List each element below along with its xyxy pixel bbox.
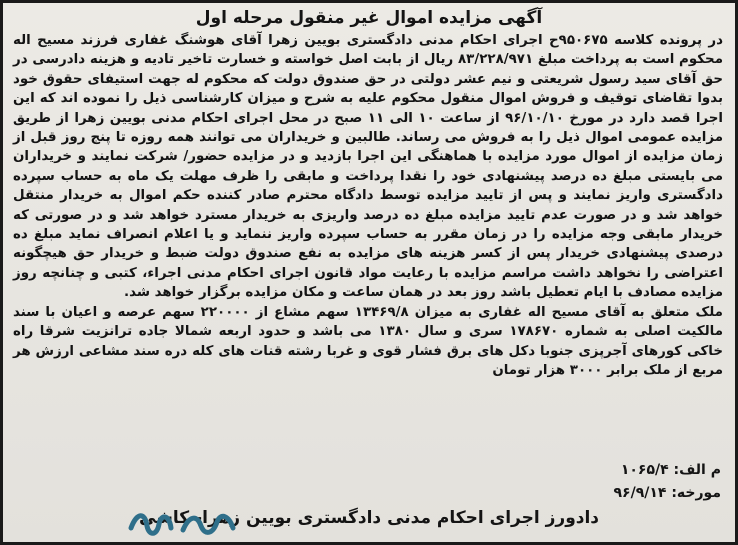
- reference-label: م الف:: [673, 462, 721, 478]
- date-value: ۹۶/۹/۱۴: [613, 485, 667, 501]
- reference-line: [621, 460, 721, 480]
- reference-number: ۱۰۶۵/۴: [620, 462, 669, 478]
- notice-title: آگهی مزایده اموال غیر منقول مرحله اول: [195, 8, 543, 28]
- handwritten-stamp-mark: [123, 498, 243, 542]
- date-label: مورخه:: [671, 485, 721, 501]
- notice-paragraph-main: در پرونده کلاسه ۹۵۰۶۷۵ح اجرای احکام مدنی دادگستری بویین زهرا آقای هوشنگ غفاری فرزند مسیح اله محکوم است به پرداخت مبلغ ۸۳/۲۲۸/۹۷۱ ریال از بابت اصل خواسته و خسارت تاخیر تادیه و هزینه دادرسی در حق آقای سید رسول شریعتی و نیم عشر دولتی در حق صندوق دولت که محکوم له جهت استیفای حقوق خود بدوا تقاضای توقیف و فروش اموال منقول محکوم علیه به شرح و میزان کارشناسی ذیل را نموده اند که این اجرا قصد دارد در مورخ ۹۶/۱۰/۱۰ از ساعت ۱۰ الی ۱۱ صبح در محل اجرای احکام مدنی بویین زهرا از طریق مزایده عمومی اموال ذیل را به فروش می رساند. طالبین و خریداران می توانند همه روزه تا پنج روز قبل از زمان مزایده از اموال مورد مزایده با هماهنگی این اجرا بازدید و در مزایده حضور/ شرکت نمایند و خریداران می بایستی مبلغ ده درصد پیشنهادی خود را نقدا پرداخت و مابقی را ظرف مهلت یک ماه به حساب سپرده دادگستری واریز نمایند و پس از تایید مزایده توسط دادگاه محترم صادر کننده حکم اموال به خریدار منتقل خواهد شد و در صورت عدم تایید مزایده مبلغ ده درصد واریزی به خریدار مسترد خواهد شد و در صورتی که خریدار مابقی وجه مزایده را در زمان مقرر به حساب سپرده واریز ننماید و یا اعلام انصراف نماید مبلغ ده درصدی پیشنهادی خریدار پس از کسر هزینه های مزایده به نفع صندوق دولت ضبط و خریدار حق هیچگونه اعتراضی را نخواهد داشت مراسم مزایده با رعایت مواد قانون اجرای احکام مدنی اجراء، کتبی و چنانچه روز مزایده مصادف با ایام تعطیل باشد روز بعد در همان ساعت و مکان مزایده برگزار خواهد شد.: [13, 33, 723, 301]
- notice-body: [13, 31, 723, 380]
- date-line: [613, 483, 721, 503]
- signature-line: دادورز اجرای احکام مدنی دادگستری بویین زهرا- کاشی: [138, 508, 600, 528]
- notice-paragraph-property: ملک متعلق به آقای مسیح اله غفاری به میزان ۱۳۴۶۹/۸ سهم مشاع از ۲۲۰۰۰۰ سهم عرصه و اعیان با سند مالکیت اصلی به شماره ۱۷۸۶۷۰ سری و سال ۱۳۸۰ می باشد و حدود اربعه شمالا جاده ترانزیت شرقا راه خاکی کورهای آجرپزی جنوبا دکل های برق فشار قوی و غربا رشته قنات های کله دره سند مشاعی ارزش هر مربع از ملک برابر ۳۰۰۰ هزار تومان: [13, 304, 724, 378]
